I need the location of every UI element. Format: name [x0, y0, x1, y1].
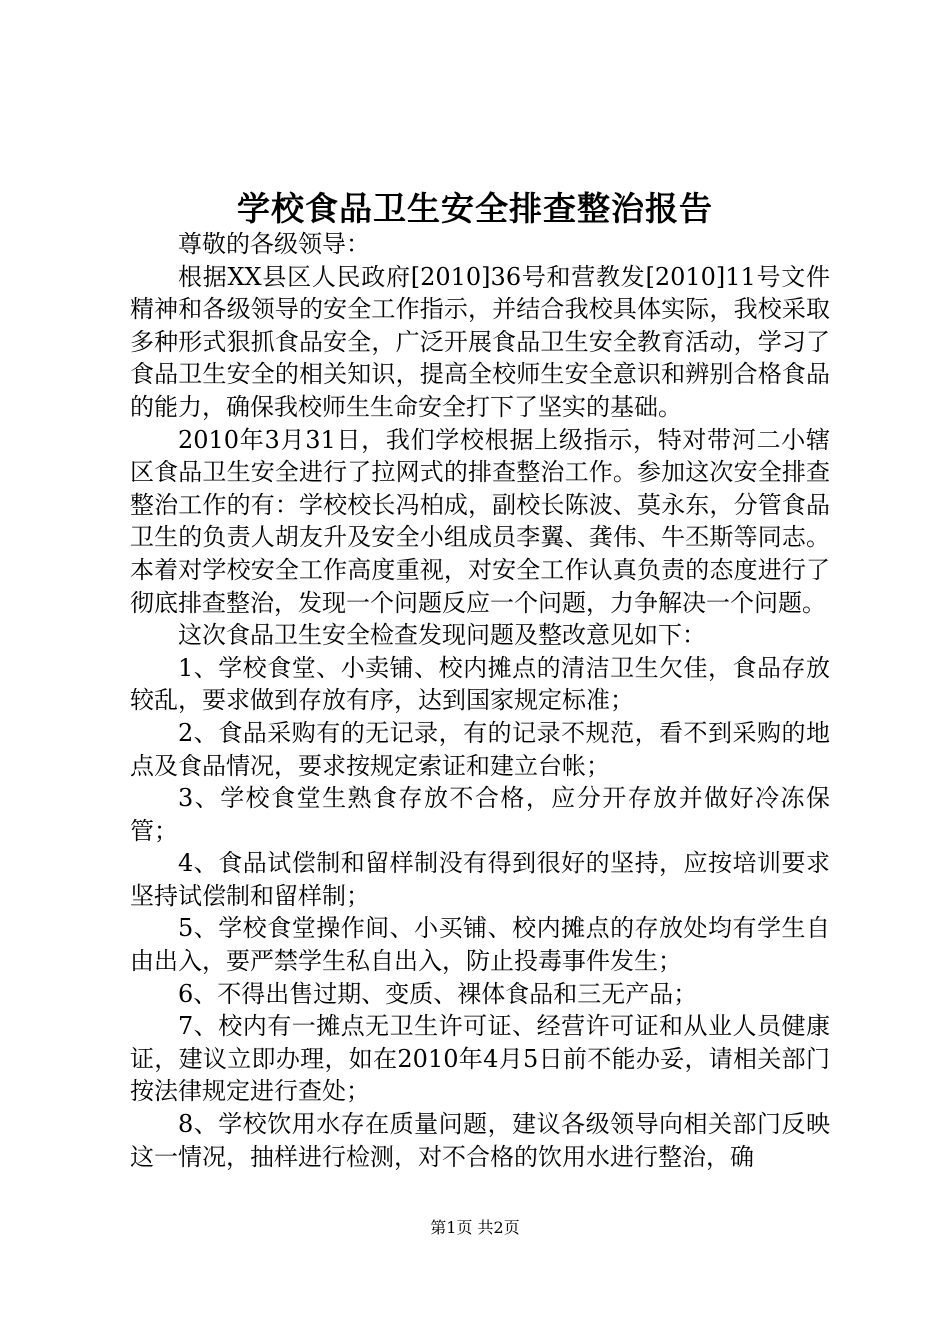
document-body — [130, 228, 830, 1173]
salutation: 尊敬的各级领导： — [178, 230, 370, 258]
finding-item-5: 5、学校食堂操作间、小买铺、校内摊点的存放处均有学生自由出入，要严禁学生私自出入，防止投毒事件发生； — [130, 914, 830, 976]
document-title: 学校食品卫生安全排查整治报告 — [237, 189, 713, 228]
page-footer: 第1页 共2页 — [430, 1218, 520, 1237]
paragraph-findings-heading: 这次食品卫生安全检查发现问题及整改意见如下： — [178, 621, 706, 650]
paragraph-intro: 根据XX县区人民政府[2010]36号和营教发[2010]11号文件精神和各级领导的安全工作指示，并结合我校具体实际，我校采取多种形式狠抓食品安全，广泛开展食品卫生安全教育活动，学习了食品卫生安全的相关知识，提高全校师生安全意识和辨别合格食品的能力，确保我校师生生命安全打下了坚实的基础。 — [130, 262, 830, 421]
finding-item-2: 2、食品采购有的无记录，有的记录不规范，看不到采购的地点及食品情况，要求按规定索证和建立台帐； — [130, 718, 830, 780]
finding-item-3: 3、学校食堂生熟食存放不合格，应分开存放并做好冷冻保管； — [130, 784, 830, 845]
finding-item-1: 1、学校食堂、小卖铺、校内摊点的清洁卫生欠佳，食品存放较乱，要求做到存放有序，达到国家规定标准； — [130, 653, 830, 715]
finding-item-4: 4、食品试偿制和留样制没有得到很好的坚持，应按培训要求坚持试偿制和留样制； — [130, 849, 830, 910]
paragraph-inspection: 2010年3月31日，我们学校根据上级指示，特对带河二小辖区食品卫生安全进行了拉网式的排查整治工作。参加这次安全排查整治工作的有：学校校长冯柏成，副校长陈波、莫永东，分管食品卫生的负责人胡友升及安全小组成员李翼、龚伟、牛丕斯等同志。本着对学校安全工作高度重视，对安全工作认真负责的态度进行了彻底排查整治，发现一个问题反应一个问题，力争解决一个问题。 — [130, 425, 830, 617]
finding-item-7: 7、校内有一摊点无卫生许可证、经营许可证和从业人员健康证，建议立即办理，如在2010年4月5日前不能办妥，请相关部门按法律规定进行查处； — [130, 1012, 830, 1106]
finding-item-8: 8、学校饮用水存在质量问题，建议各级领导向相关部门反映这一情况，抽样进行检测，对不合格的饮用水进行整治，确 — [130, 1110, 830, 1171]
finding-item-6: 6、不得出售过期、变质、裸体食品和三无产品； — [178, 979, 698, 1008]
